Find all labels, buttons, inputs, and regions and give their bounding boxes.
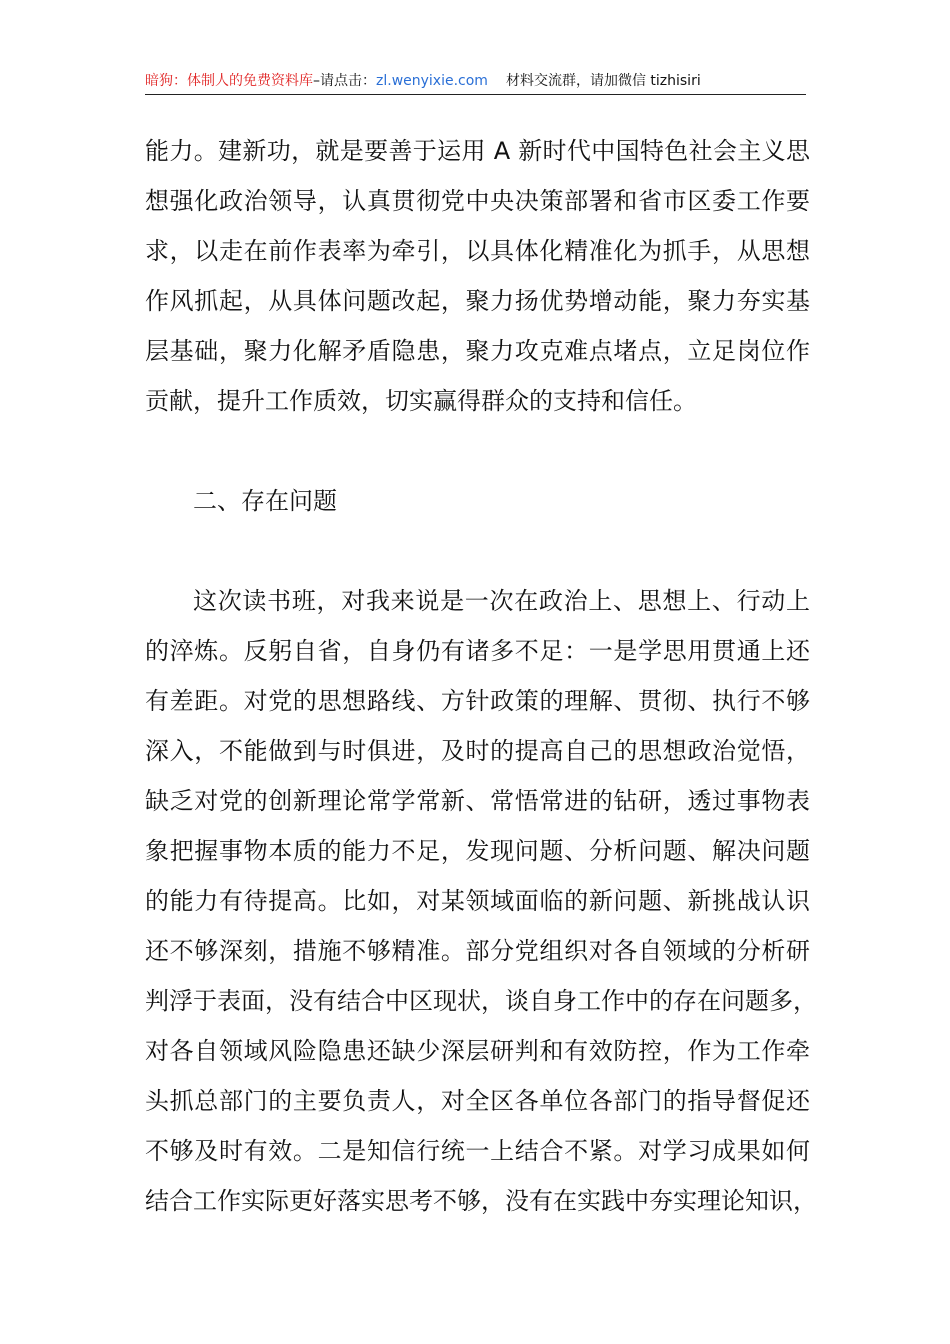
text-line: 判浮于表面，没有结合中区现状，谈自身工作中的存在问题多， (145, 987, 817, 1015)
text-line: 贡献，提升工作质效，切实赢得群众的支持和信任。 (145, 387, 697, 415)
text-line: 结合工作实际更好落实思考不够，没有在实践中夯实理论知识， (145, 1187, 817, 1215)
paragraph-2 (145, 576, 817, 1226)
header-brand: 暗狗：体制人的免费资料库 (145, 73, 313, 89)
section-heading: 二、存在问题 (193, 487, 337, 515)
text-line: 这次读书班，对我来说是一次在政治上、思想上、行动上 (193, 587, 810, 615)
text-line: 缺乏对党的创新理论常学常新、常悟常进的钻研，透过事物表 (145, 787, 810, 815)
text-line: 有差距。对党的思想路线、方针政策的理解、贯彻、执行不够 (145, 687, 810, 715)
text-line: 不够及时有效。二是知信行统一上结合不紧。对学习成果如何 (145, 1137, 810, 1165)
text-line: 的能力有待提高。比如，对某领域面临的新问题、新挑战认识 (145, 887, 810, 915)
text-line: 的淬炼。反躬自省，自身仍有诸多不足：一是学思用贯通上还 (145, 637, 810, 665)
text-line: 能力。建新功，就是要善于运用 A 新时代中国特色社会主义思 (145, 137, 810, 165)
paragraph-1 (145, 126, 810, 426)
text-line: 作风抓起，从具体问题改起，聚力扬优势增动能，聚力夯实基 (145, 287, 810, 315)
text-line: 对各自领域风险隐患还缺少深层研判和有效防控，作为工作牵 (145, 1037, 810, 1065)
text-line: 深入，不能做到与时俱进，及时的提高自己的思想政治觉悟， (145, 737, 810, 765)
text-line: 层基础，聚力化解矛盾隐患，聚力攻克难点堵点，立足岗位作 (145, 337, 810, 365)
text-line: 头抓总部门的主要负责人，对全区各单位各部门的指导督促还 (145, 1087, 810, 1115)
header-click-prompt: –请点击： (313, 73, 376, 89)
text-line: 还不够深刻，措施不够精准。部分党组织对各自领域的分析研 (145, 937, 810, 965)
header-contact: 材料交流群，请加微信 tizhisiri (505, 73, 701, 89)
text-line: 象把握事物本质的能力不足，发现问题、分析问题、解决问题 (145, 837, 810, 865)
document-body (145, 126, 817, 1226)
page-header (145, 68, 806, 95)
text-line: 想强化政治领导，认真贯彻党中央决策部署和省市区委工作要 (145, 187, 810, 215)
text-line: 求，以走在前作表率为牵引，以具体化精准化为抓手，从思想 (145, 237, 810, 265)
header-url-link[interactable]: zl.wenyixie.com (376, 73, 488, 89)
